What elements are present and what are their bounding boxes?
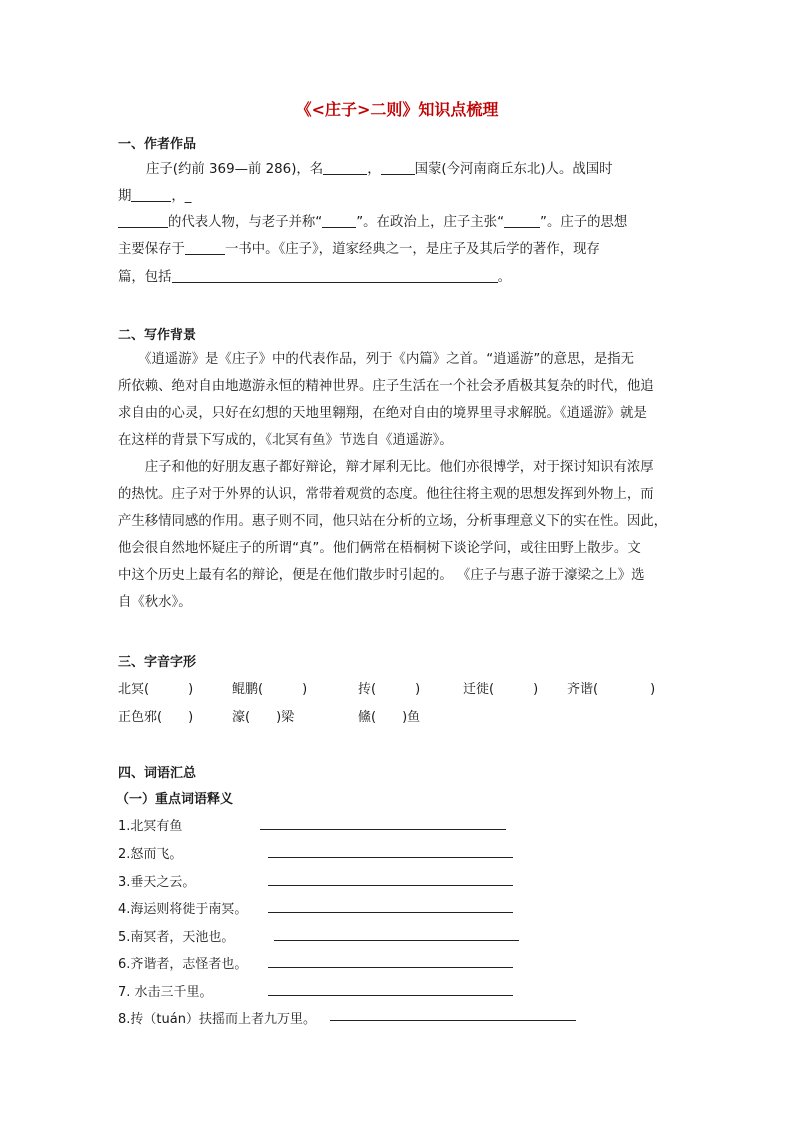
vocab-item: 2.怒而飞。 [118,847,183,862]
author-line-2 [118,183,191,210]
paragraph-line: 《逍遥游》是《庄子》中的代表作品，列于《内篇》之首。“逍遥游”的意思，是指无 [118,352,635,367]
pronunciation-item[interactable]: 北冥( ) [118,682,194,697]
text: 篇，包括 [118,270,172,285]
paragraph-line: 庄子和他的好朋友惠子都好辩论，辩才犀利无比。他们亦很博学，对于探讨知识有浓厚 [118,460,654,475]
paragraph-line: 自《秋水》。 [118,595,192,610]
text: 一书中。《庄子》，道家经典之一，是庄子及其后学的著作，现存 [224,242,600,257]
answer-line[interactable] [268,995,513,996]
paragraph-line: 所依赖、绝对自由地遨游永恒的精神世界。庄子生活在一个社会矛盾极其复杂的时代，他追 [118,379,654,394]
fill-blank[interactable] [322,213,356,228]
fill-blank[interactable] [118,213,168,228]
answer-line[interactable] [268,885,513,886]
text: 主要保存于 [118,242,185,257]
author-line-4 [118,236,600,263]
fill-blank[interactable] [504,213,540,228]
text: 的代表人物，与老子并称“ [168,215,323,230]
text: ”。庄子的思想 [540,215,628,230]
answer-line[interactable] [268,967,513,968]
section-heading-vocabulary: 四、词语汇总 [118,766,197,781]
pronunciation-item[interactable]: 抟( ) [358,682,421,697]
pronunciation-item[interactable]: 齐谐( ) [567,682,656,697]
pronunciation-item[interactable]: 濠( )梁 [232,710,295,725]
text: 庄子(约前 369—前 286)，名 [146,162,324,177]
text: 期 [118,189,132,204]
author-line-5 [118,264,511,291]
page-title: 《<庄子>二则》知识点梳理 [295,100,499,119]
answer-line[interactable] [260,829,506,830]
fill-blank[interactable] [185,240,225,255]
vocab-item: 7. 水击三千里。 [118,985,213,1000]
text: 。 [497,270,511,285]
vocab-item: 3.垂天之云。 [118,875,196,890]
pronunciation-item[interactable]: 迁徙( ) [463,682,539,697]
vocab-item: 8.抟（tuán）扶摇而上者九万里。 [118,1012,316,1027]
vocab-item: 1.北冥有鱼 [118,819,183,834]
paragraph-line: 求自由的心灵，只好在幻想的天地里翱翔，在绝对自由的境界里寻求解脱。《逍遥游》就是 [118,406,647,421]
pronunciation-item[interactable]: 鯈( )鱼 [358,710,421,725]
vocab-item: 5.南冥者，天池也。 [118,930,235,945]
text: ， [367,162,381,177]
paragraph-line: 产生移情同感的作用。惠子则不同，他只站在分析的立场，分析事理意义下的实在性。因此， [118,514,668,529]
paragraph-line: 的热忱。庄子对于外界的认识，常带着观赏的态度。他往往将主观的思想发挥到外物上，而 [118,487,654,502]
paragraph-line: 在这样的背景下写成的，《北冥有鱼》节选自《逍遥游》。 [118,433,453,448]
section-heading-author: 一、作者作品 [118,137,197,152]
text: ”。在政治上，庄子主张“ [356,215,505,230]
answer-line[interactable] [268,912,513,913]
paragraph-line: 他会很自然地怀疑庄子的所谓“真”。他们俩常在梧桐树下谈论学问，或往田野上散步。文 [118,541,641,556]
section-heading-background: 二、写作背景 [118,328,197,343]
answer-line[interactable] [330,1020,576,1021]
pronunciation-row-2 [118,706,678,724]
author-line-1 [146,156,613,183]
fill-blank[interactable] [131,187,171,202]
answer-line[interactable] [268,857,513,858]
fill-blank[interactable] [381,160,415,175]
pronunciation-item[interactable]: 鲲鹏( ) [232,682,308,697]
paragraph-line: 中这个历史上最有名的辩论，便是在他们散步时引起的。 《庄子与惠子游于濠梁之上》选 [118,568,645,583]
author-line-3 [118,209,627,236]
section-heading-pronunciation: 三、字音字形 [118,655,197,670]
fill-blank[interactable] [172,268,498,283]
text: ，_ [171,189,192,204]
fill-blank[interactable] [323,160,367,175]
answer-line[interactable] [274,940,519,941]
vocab-item: 4.海运则将徙于南冥。 [118,902,248,917]
pronunciation-item[interactable]: 正色邪( ) [118,710,194,725]
subsection-heading: （一）重点词语释义 [116,792,234,807]
vocab-item: 6.齐谐者，志怪者也。 [118,957,248,972]
pronunciation-row-1 [118,678,678,696]
text: 国蒙(今河南商丘东北)人。战国时 [414,162,613,177]
background-paragraph [118,346,667,616]
